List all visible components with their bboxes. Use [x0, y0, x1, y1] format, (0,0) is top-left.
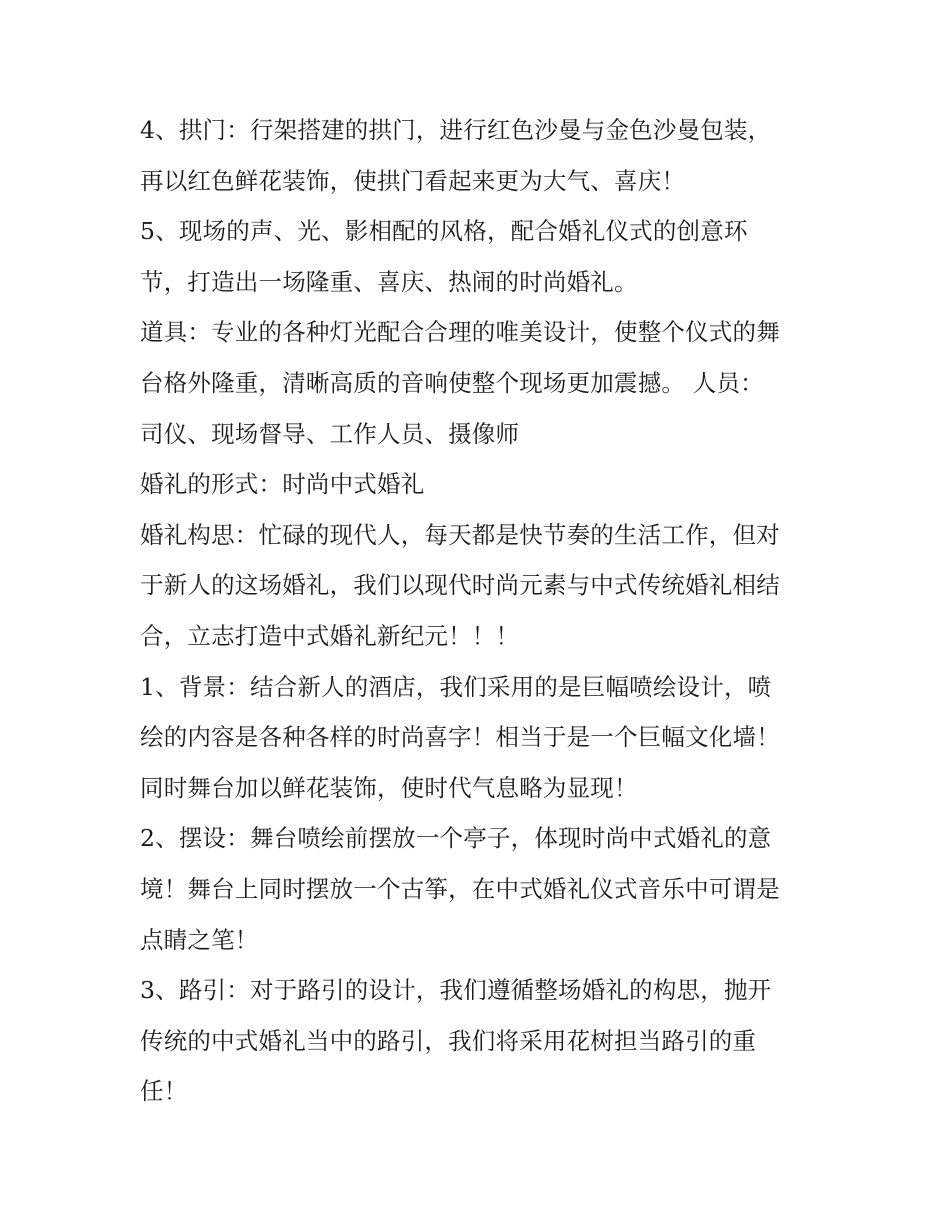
text-line-sound-light: 5、现场的声、光、影相配的风格，配合婚礼仪式的创意环 — [140, 217, 748, 246]
text-line: 同时舞台加以鲜花装饰，使时代气息略为显现！ — [140, 773, 638, 802]
text-line-arch: 4、拱门：行架搭建的拱门，进行红色沙曼与金色沙曼包装， — [140, 116, 772, 144]
text-line-wedding-form: 婚礼的形式：时尚中式婚礼 — [140, 470, 425, 499]
document-page — [140, 112, 820, 1124]
text-line: 点睛之笔！ — [140, 925, 259, 954]
text-line: 绘的内容是各种各样的时尚喜字！相当于是一个巨幅文化墙！ — [140, 723, 780, 752]
text-line: 再以红色鲜花装饰，使拱门看起来更为大气、喜庆！ — [140, 166, 686, 195]
text-line: 节，打造出一场隆重、喜庆、热闹的时尚婚礼。 — [140, 267, 638, 296]
text-line: 境！舞台上同时摆放一个古筝，在中式婚礼仪式音乐中可谓是 — [140, 874, 780, 903]
text-line-furnishing: 2、摆设：舞台喷绘前摆放一个亭子，体现时尚中式婚礼的意 — [140, 824, 772, 853]
text-line: 于新人的这场婚礼，我们以现代时尚元素与中式传统婚礼相结 — [140, 571, 780, 600]
text-line-wedding-concept: 婚礼构思：忙碌的现代人，每天都是快节奏的生活工作，但对 — [140, 520, 780, 549]
text-line: 传统的中式婚礼当中的路引，我们将采用花树担当路引的重 — [140, 1026, 757, 1055]
text-line-background: 1、背景：结合新人的酒店，我们采用的是巨幅喷绘设计，喷 — [140, 672, 772, 701]
text-line: 司仪、现场督导、工作人员、摄像师 — [140, 419, 520, 448]
text-line-staff: 台格外隆重，清晰高质的音响使整个现场更加震撼。 人员： — [140, 368, 764, 397]
text-line-props: 道具：专业的各种灯光配合合理的唯美设计，使整个仪式的舞 — [140, 318, 780, 347]
text-line: 合，立志打造中式婚礼新纪元！！！ — [140, 621, 520, 650]
text-line-aisle: 3、路引：对于路引的设计，我们遵循整场婚礼的构思，抛开 — [140, 976, 772, 1005]
text-line: 任！ — [140, 1077, 188, 1106]
